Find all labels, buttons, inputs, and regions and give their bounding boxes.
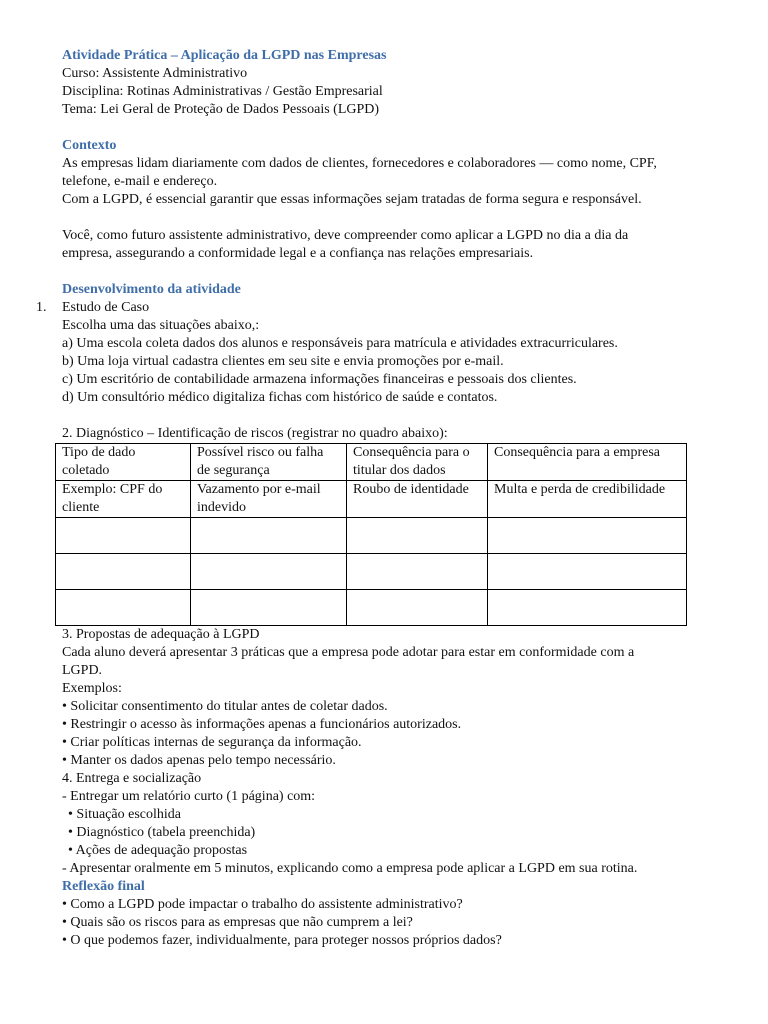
reflection-question: • O que podemos fazer, individualmente, para proteger nossos próprios dados? xyxy=(62,933,502,948)
theme-line: Tema: Lei Geral de Proteção de Dados Pessoais (LGPD) xyxy=(62,102,380,117)
discipline-line: Disciplina: Rotinas Administrativas / Gestão Empresarial xyxy=(62,84,383,99)
table-header-cell: Consequência para o titular dos dados xyxy=(347,444,488,481)
deliverable-item: • Diagnóstico (tabela preenchida) xyxy=(68,825,256,840)
document-title: Atividade Prática – Aplicação da LGPD nas Empresas xyxy=(62,48,387,63)
table-cell: Roubo de identidade xyxy=(347,481,488,518)
spacer xyxy=(62,407,702,425)
deliverable-item: • Ações de adequação propostas xyxy=(68,843,248,858)
table-cell-empty[interactable] xyxy=(347,554,488,590)
case-option: b) Uma loja virtual cadastra clientes em seu site e envia promoções por e-mail. xyxy=(62,354,504,369)
case-option: d) Um consultório médico digitaliza fichas com histórico de saúde e contatos. xyxy=(62,390,498,405)
item3-text: LGPD. xyxy=(62,663,103,678)
table-cell: Multa e perda de credibilidade xyxy=(488,481,687,518)
table-row xyxy=(56,518,687,554)
table-row xyxy=(56,590,687,626)
table-header-cell: Possível risco ou falha de segurança xyxy=(191,444,347,481)
item4-title: 4. Entrega e socialização xyxy=(62,771,202,786)
case-option: c) Um escritório de contabilidade armazena informações financeiras e pessoais dos clientes. xyxy=(62,372,577,387)
table-cell: Exemplo: CPF do cliente xyxy=(56,481,191,518)
table-header-row xyxy=(56,444,687,481)
deliverable-item: • Situação escolhida xyxy=(68,807,181,822)
item3-title: 3. Propostas de adequação à LGPD xyxy=(62,627,260,642)
example-item: • Manter os dados apenas pelo tempo necessário. xyxy=(62,753,336,768)
item3-text: Cada aluno deverá apresentar 3 práticas que a empresa pode adotar para estar em conformidade com a xyxy=(62,645,635,660)
table-header-cell: Consequência para a empresa xyxy=(488,444,687,481)
table-cell-empty[interactable] xyxy=(56,518,191,554)
item4-text: - Entregar um relatório curto (1 página) com: xyxy=(62,789,316,804)
table-row xyxy=(56,554,687,590)
table-cell-empty[interactable] xyxy=(191,518,347,554)
table-cell: Vazamento por e-mail indevido xyxy=(191,481,347,518)
table-cell-empty[interactable] xyxy=(488,590,687,626)
item1-number: 1. xyxy=(36,300,47,315)
reflection-question: • Como a LGPD pode impactar o trabalho do assistente administrativo? xyxy=(62,897,463,912)
item2-title: 2. Diagnóstico – Identificação de riscos (registrar no quadro abaixo): xyxy=(62,426,448,441)
spacer xyxy=(62,263,702,281)
document-body xyxy=(36,47,702,950)
spacer xyxy=(62,119,702,137)
item1-title: Estudo de Caso xyxy=(62,300,150,315)
spacer xyxy=(62,209,702,227)
table-cell-empty[interactable] xyxy=(56,554,191,590)
case-option: a) Uma escola coleta dados dos alunos e responsáveis para matrícula e atividades extracurriculares. xyxy=(62,336,618,351)
reflection-question: • Quais são os riscos para as empresas que não cumprem a lei? xyxy=(62,915,413,930)
table-cell-empty[interactable] xyxy=(488,554,687,590)
example-item: • Solicitar consentimento do titular antes de coletar dados. xyxy=(62,699,388,714)
table-cell-empty[interactable] xyxy=(347,518,488,554)
context-text: Você, como futuro assistente administrativo, deve compreender como aplicar a LGPD no dia a dia da xyxy=(62,228,629,243)
example-item: • Criar políticas internas de segurança da informação. xyxy=(62,735,362,750)
risk-table xyxy=(55,443,687,626)
example-item: • Restringir o acesso às informações apenas a funcionários autorizados. xyxy=(62,717,462,732)
development-heading: Desenvolvimento da atividade xyxy=(62,282,241,297)
reflection-heading: Reflexão final xyxy=(62,879,145,894)
examples-label: Exemplos: xyxy=(62,681,122,696)
table-cell-empty[interactable] xyxy=(347,590,488,626)
context-text: Com a LGPD, é essencial garantir que essas informações sejam tratadas de forma segura e responsável. xyxy=(62,192,642,207)
table-cell-empty[interactable] xyxy=(191,554,347,590)
item1-title-line xyxy=(36,299,702,317)
table-header-cell: Tipo de dado coletado xyxy=(56,444,191,481)
table-cell-empty[interactable] xyxy=(56,590,191,626)
item4-text: - Apresentar oralmente em 5 minutos, explicando como a empresa pode aplicar a LGPD em sua rotina. xyxy=(62,861,638,876)
item1-intro: Escolha uma das situações abaixo,: xyxy=(62,318,260,333)
context-text: empresa, assegurando a conformidade legal e a confiança nas relações empresariais. xyxy=(62,246,534,261)
table-cell-empty[interactable] xyxy=(488,518,687,554)
table-row xyxy=(56,481,687,518)
course-line: Curso: Assistente Administrativo xyxy=(62,66,248,81)
context-text: telefone, e-mail e endereço. xyxy=(62,174,218,189)
context-text: As empresas lidam diariamente com dados de clientes, fornecedores e colaboradores — como nome, CPF, xyxy=(62,156,657,171)
table-cell-empty[interactable] xyxy=(191,590,347,626)
context-heading: Contexto xyxy=(62,138,117,153)
